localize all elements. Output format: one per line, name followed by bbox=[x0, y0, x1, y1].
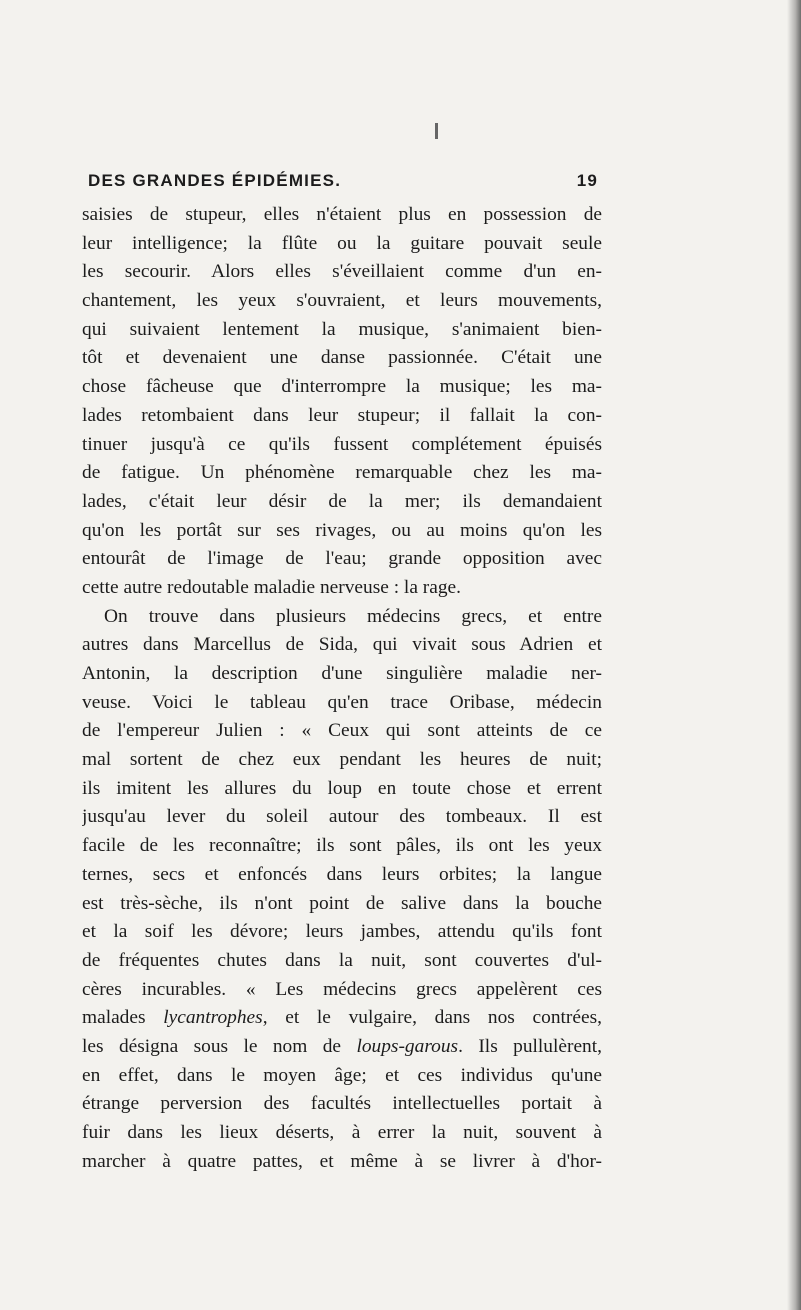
text-line: cères incurables. « Les médecins grecs appelèrent ces bbox=[82, 978, 602, 1000]
body-text bbox=[82, 201, 602, 1176]
text-line: marcher à quatre pattes, et même à se livrer à d'hor- bbox=[82, 1150, 602, 1172]
text-line: jusqu'au lever du soleil autour des tombeaux. Il est bbox=[82, 806, 602, 828]
text-line: On trouve dans plusieurs médecins grecs, et entre bbox=[104, 605, 602, 627]
text-line: fuir dans les lieux déserts, à errer la nuit, souvent à bbox=[82, 1122, 602, 1143]
text-line: les secourir. Alors elles s'éveillaient comme d'un en- bbox=[82, 261, 602, 283]
text-line: les désigna sous le nom de loups-garous. Ils pullulèrent, bbox=[82, 1035, 602, 1057]
text-line: en effet, dans le moyen âge; et ces individus qu'une bbox=[82, 1064, 602, 1086]
text-line: tôt et devenaient une danse passionnée. C'était une bbox=[82, 347, 602, 369]
print-mark bbox=[435, 123, 438, 139]
text-line: entourât de l'image de l'eau; grande opposition avec bbox=[82, 548, 602, 570]
text-line: facile de les reconnaître; ils sont pâles, ils ont les yeux bbox=[82, 835, 602, 857]
page-number: 19 bbox=[576, 171, 598, 190]
text-line: et la soif les dévore; leurs jambes, attendu qu'ils font bbox=[82, 921, 602, 943]
text-line: chantement, les yeux s'ouvraient, et leurs mouvements, bbox=[82, 290, 602, 312]
text-line: autres dans Marcellus de Sida, qui vivait sous Adrien et bbox=[82, 634, 602, 656]
text-line: de l'empereur Julien : « Ceux qui sont atteints de ce bbox=[82, 720, 602, 742]
text-line: lades, c'était leur désir de la mer; ils demandaient bbox=[82, 490, 602, 512]
text-line: tinuer jusqu'à ce qu'ils fussent complétement épuisés bbox=[82, 433, 602, 455]
text-line: est très-sèche, ils n'ont point de salive dans la bouche bbox=[82, 892, 602, 914]
text-line: Antonin, la description d'une singulière maladie ner- bbox=[82, 663, 602, 684]
text-line: qui suivaient lentement la musique, s'animaient bien- bbox=[82, 318, 602, 340]
text-line: lades retombaient dans leur stupeur; il fallait la con- bbox=[82, 404, 602, 426]
text-line: cette autre redoutable maladie nerveuse : la rage. bbox=[82, 576, 461, 598]
text-line: ternes, secs et enfoncés dans leurs orbites; la langue bbox=[82, 863, 602, 885]
text-line: étrange perversion des facultés intellectuelles portait à bbox=[82, 1093, 602, 1115]
text-line: ils imitent les allures du loup en toute chose et errent bbox=[82, 777, 602, 799]
text-line: malades lycantrophes, et le vulgaire, dans nos contrées, bbox=[82, 1007, 602, 1029]
italic-term: loups-garous bbox=[356, 1035, 459, 1057]
text-line: saisies de stupeur, elles n'étaient plus en possession de bbox=[82, 204, 602, 225]
text-line: veuse. Voici le tableau qu'en trace Oribase, médecin bbox=[82, 691, 602, 713]
text-line: de fréquentes chutes dans la nuit, sont couvertes d'ul- bbox=[82, 949, 602, 971]
header-title: DES GRANDES ÉPIDÉMIES. bbox=[88, 171, 342, 190]
text-line: qu'on les portât sur ses rivages, ou au moins qu'on les bbox=[82, 519, 602, 541]
italic-term: lycantrophes bbox=[163, 1007, 263, 1029]
text-line: chose fâcheuse que d'interrompre la musique; les ma- bbox=[82, 376, 602, 398]
text-line: de fatigue. Un phénomène remarquable chez les ma- bbox=[82, 462, 602, 484]
page-edge-shadow bbox=[787, 0, 801, 1310]
text-line: leur intelligence; la flûte ou la guitare pouvait seule bbox=[82, 232, 602, 254]
text-line: mal sortent de chez eux pendant les heures de nuit; bbox=[82, 749, 602, 771]
